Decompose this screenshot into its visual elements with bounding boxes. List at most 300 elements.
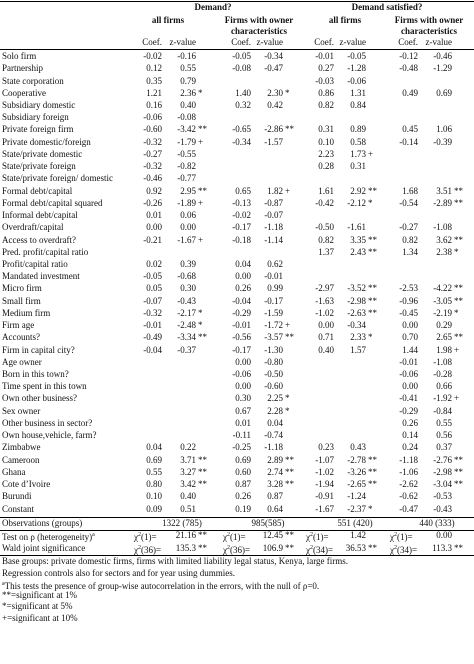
coef-cell: -0.29 bbox=[399, 405, 418, 416]
zvalue-cell: -2.98 bbox=[433, 466, 452, 477]
significance-marker: * bbox=[198, 307, 203, 318]
chi-symbol: χ bbox=[390, 544, 394, 555]
row-label: Private domestic/foreign bbox=[2, 136, 91, 147]
chi-square-stat bbox=[134, 530, 157, 543]
significance-marker: ** bbox=[368, 295, 377, 306]
chi-symbol: χ bbox=[223, 532, 227, 543]
significance-marker: ** bbox=[198, 542, 207, 553]
zvalue-cell: -1.59 bbox=[264, 307, 283, 318]
zvalue-cell: 3.35 bbox=[350, 234, 366, 245]
significance-marker: ** bbox=[285, 454, 294, 465]
coef-cell: 0.23 bbox=[318, 442, 334, 453]
significance-marker: ** bbox=[285, 479, 294, 490]
coef-cell: 0.05 bbox=[146, 283, 162, 294]
zvalue-cell: -3.34 bbox=[177, 332, 196, 343]
chi-symbol: χ bbox=[223, 544, 227, 555]
zvalue-cell: -3.05 bbox=[433, 295, 452, 306]
coef-cell: -2.97 bbox=[315, 283, 334, 294]
row-label: Born in this town? bbox=[2, 369, 69, 379]
chi-superscript: 2 bbox=[310, 544, 313, 551]
coef-cell: 1.34 bbox=[402, 246, 418, 257]
coef-cell: 0.19 bbox=[235, 503, 251, 514]
row-label: Sex owner bbox=[2, 405, 41, 416]
zvalue-cell: 1.31 bbox=[350, 87, 366, 98]
coef-cell: 0.60 bbox=[235, 466, 251, 477]
coef-cell: -0.27 bbox=[399, 222, 418, 233]
zvalue-cell: 2.43 bbox=[350, 246, 366, 257]
footnote-base-groups: Base groups: private domestic firms, firms with limited liability legal status, Kenya, large firms. bbox=[2, 556, 349, 567]
significance-marker: ** bbox=[285, 124, 294, 135]
significance-marker: ** bbox=[285, 332, 294, 343]
significance-marker: * bbox=[285, 87, 290, 98]
zvalue-cell: -2.86 bbox=[264, 124, 283, 135]
zvalue-header: z-value bbox=[339, 37, 366, 47]
significance-marker: ** bbox=[198, 454, 207, 465]
coef-cell: 0.65 bbox=[235, 185, 251, 196]
row-label: Partnership bbox=[2, 63, 43, 74]
zvalue-cell: 0.06 bbox=[180, 210, 196, 220]
significance-marker: ** bbox=[368, 185, 377, 196]
zvalue-cell: -1.18 bbox=[264, 442, 283, 453]
zvalue-header: z-value bbox=[425, 37, 452, 47]
zvalue-cell: -0.53 bbox=[433, 491, 452, 502]
coef-cell: 0.00 bbox=[318, 320, 334, 331]
chi-df: (1)= bbox=[230, 532, 246, 543]
coef-cell: 0.40 bbox=[318, 344, 334, 355]
coef-cell: 1.21 bbox=[146, 87, 162, 98]
zvalue-cell: -0.68 bbox=[177, 271, 196, 282]
zvalue-cell: -2.89 bbox=[433, 197, 452, 208]
header-owner-demand-2: characteristics bbox=[231, 26, 287, 36]
coef-cell: -1.02 bbox=[315, 307, 334, 318]
zvalue-cell: 0.55 bbox=[436, 417, 452, 428]
zvalue-cell: 0.30 bbox=[180, 283, 196, 294]
zvalue-cell: 0.22 bbox=[180, 442, 196, 453]
zvalue-cell: 0.31 bbox=[350, 161, 366, 172]
zvalue-cell: 1.82 bbox=[267, 185, 283, 196]
zvalue-cell: -3.42 bbox=[177, 124, 196, 135]
coef-cell: 0.87 bbox=[235, 479, 251, 490]
zvalue-cell: 0.89 bbox=[350, 124, 366, 135]
zvalue-cell: -1.57 bbox=[264, 136, 283, 147]
header-owner-demand-1: Firms with owner bbox=[224, 15, 294, 25]
zvalue-cell: 3.62 bbox=[436, 234, 452, 245]
zvalue-cell: -0.74 bbox=[264, 430, 283, 441]
zvalue-cell: -0.34 bbox=[347, 320, 366, 331]
coef-cell: -0.60 bbox=[143, 124, 162, 135]
coef-cell: 0.28 bbox=[318, 161, 334, 172]
zvalue-cell: -2.37 bbox=[347, 503, 366, 514]
zvalue-cell: 0.84 bbox=[350, 99, 366, 110]
coef-cell: 0.04 bbox=[146, 442, 162, 453]
row-label: Own house,vehicle, farm? bbox=[2, 430, 97, 441]
wald-label: Wald joint significance bbox=[2, 542, 86, 553]
zvalue-cell: -1.79 bbox=[177, 136, 196, 147]
zvalue-cell: -2.17 bbox=[177, 307, 196, 318]
coef-cell: 0.67 bbox=[235, 405, 251, 416]
coef-cell: -0.41 bbox=[399, 393, 418, 404]
zvalue-cell: -0.60 bbox=[264, 381, 283, 392]
significance-marker: * bbox=[454, 307, 459, 318]
zvalue-cell: 0.99 bbox=[267, 283, 283, 294]
coef-cell: 0.32 bbox=[235, 99, 251, 110]
zvalue-cell: -2.12 bbox=[347, 197, 366, 208]
coef-cell: 1.37 bbox=[318, 246, 334, 257]
significance-marker: * bbox=[368, 503, 373, 514]
significance-marker: ** bbox=[454, 332, 463, 343]
zvalue-cell: -1.92 bbox=[433, 393, 452, 404]
zvalue-cell: 2.38 bbox=[436, 246, 452, 257]
header-owner-satisfied-1: Firms with owner bbox=[394, 15, 464, 25]
coef-cell: -0.01 bbox=[232, 320, 251, 331]
coef-cell: -0.34 bbox=[232, 136, 251, 147]
coef-cell: -0.07 bbox=[143, 295, 162, 306]
row-label: Pred. profit/capital ratio bbox=[2, 246, 89, 257]
header-rule bbox=[0, 49, 474, 50]
observations-value: 1322 (785) bbox=[162, 517, 202, 528]
significance-marker: * bbox=[454, 246, 459, 257]
zvalue-cell: -1.89 bbox=[177, 197, 196, 208]
coef-cell: -1.07 bbox=[315, 454, 334, 465]
chi-value: 113.3 bbox=[432, 542, 452, 553]
zvalue-cell: -1.18 bbox=[264, 222, 283, 233]
row-label: Medium firm bbox=[2, 307, 51, 318]
header-all-firms-demand: all firms bbox=[151, 15, 185, 25]
zvalue-cell: 1.06 bbox=[436, 124, 452, 135]
chi-symbol: χ bbox=[306, 532, 310, 543]
chi-superscript: 2 bbox=[227, 532, 230, 539]
chi-symbol: χ bbox=[306, 544, 310, 555]
coef-cell: 0.49 bbox=[402, 87, 418, 98]
coef-cell: -0.29 bbox=[232, 307, 251, 318]
zvalue-cell: 1.73 bbox=[350, 148, 366, 159]
chi-df: (36)= bbox=[141, 544, 162, 555]
zvalue-cell: -2.63 bbox=[347, 307, 366, 318]
coef-cell: -0.06 bbox=[232, 369, 251, 379]
significance-marker: ** bbox=[454, 542, 463, 553]
observations-value: 985(585) bbox=[251, 517, 285, 528]
significance-marker: * bbox=[368, 197, 373, 208]
chi-square-stat bbox=[223, 530, 246, 543]
footnote-sig-5pct: *=significant at 5% bbox=[2, 601, 73, 612]
zvalue-cell: -2.19 bbox=[433, 307, 452, 318]
zvalue-cell: 0.43 bbox=[350, 442, 366, 453]
row-label: Mandated investment bbox=[2, 271, 80, 282]
coef-cell: 2.23 bbox=[318, 148, 334, 159]
zvalue-cell: 3.42 bbox=[180, 479, 196, 490]
coef-cell: -0.25 bbox=[232, 442, 251, 453]
coef-cell: 0.01 bbox=[235, 417, 251, 428]
zvalue-cell: 2.36 bbox=[180, 87, 196, 98]
zvalue-cell: -0.39 bbox=[433, 136, 452, 147]
observations-label: Observations (groups) bbox=[2, 517, 83, 528]
coef-header: Coef. bbox=[142, 37, 162, 47]
zvalue-cell: -0.17 bbox=[264, 295, 283, 306]
significance-marker: ** bbox=[454, 466, 463, 477]
zvalue-cell: 1.57 bbox=[350, 344, 366, 355]
row-label: Access to overdraft? bbox=[2, 234, 76, 245]
coef-cell: -0.05 bbox=[143, 271, 162, 282]
coef-cell: 0.26 bbox=[235, 491, 251, 502]
zvalue-cell: 0.62 bbox=[267, 258, 283, 269]
coef-cell: -0.96 bbox=[399, 295, 418, 306]
rho-test-text: Test on ρ (heterogeneity) bbox=[2, 532, 93, 543]
row-label: Zimbabwe bbox=[2, 442, 41, 453]
zvalue-cell: -1.61 bbox=[347, 222, 366, 233]
zvalue-cell: -0.46 bbox=[433, 51, 452, 61]
significance-marker: ** bbox=[368, 307, 377, 318]
coef-cell: -0.45 bbox=[399, 307, 418, 318]
zvalue-header: z-value bbox=[256, 37, 283, 47]
zvalue-cell: 3.28 bbox=[267, 479, 283, 490]
zvalue-cell: -1.08 bbox=[433, 356, 452, 367]
significance-marker: + bbox=[198, 234, 204, 245]
coef-cell: -0.01 bbox=[399, 356, 418, 367]
row-label: Time spent in this town bbox=[2, 381, 87, 392]
zvalue-cell: -2.65 bbox=[347, 479, 366, 490]
coef-cell: -0.32 bbox=[143, 307, 162, 318]
row-label: State/private foreign bbox=[2, 161, 76, 172]
significance-marker: * bbox=[285, 393, 290, 404]
coef-cell: 0.00 bbox=[235, 381, 251, 392]
coef-cell: 0.69 bbox=[146, 454, 162, 465]
row-label: Firm age bbox=[2, 320, 35, 331]
coef-cell: 0.00 bbox=[235, 356, 251, 367]
zvalue-cell: -2.48 bbox=[177, 320, 196, 331]
row-label: Profit/capital ratio bbox=[2, 258, 68, 269]
coef-cell: -0.04 bbox=[143, 344, 162, 355]
significance-marker: ** bbox=[368, 283, 377, 294]
row-label: Small firm bbox=[2, 295, 41, 306]
coef-header: Coef. bbox=[314, 37, 334, 47]
coef-cell: -0.03 bbox=[315, 75, 334, 86]
coef-cell: -0.08 bbox=[232, 63, 251, 74]
zvalue-cell: 2.74 bbox=[267, 466, 283, 477]
significance-marker: ** bbox=[454, 283, 463, 294]
coef-cell: -2.62 bbox=[399, 479, 418, 490]
significance-marker: + bbox=[454, 393, 460, 404]
chi-df: (1)= bbox=[141, 532, 157, 543]
coef-header: Coef. bbox=[231, 37, 251, 47]
header-demand-satisfied: Demand satisfied? bbox=[351, 2, 423, 12]
significance-marker: + bbox=[368, 148, 374, 159]
zvalue-cell: -0.43 bbox=[177, 295, 196, 306]
coef-cell: -1.18 bbox=[399, 454, 418, 465]
observations-value: 440 (333) bbox=[419, 517, 455, 528]
coef-cell: -0.91 bbox=[315, 491, 334, 502]
coef-cell: -0.54 bbox=[399, 197, 418, 208]
coef-cell: 0.10 bbox=[146, 491, 162, 502]
row-label: Subsidiary foreign bbox=[2, 112, 69, 123]
zvalue-cell: -1.29 bbox=[433, 63, 452, 74]
coef-cell: -0.47 bbox=[399, 503, 418, 514]
coef-cell: -0.32 bbox=[143, 136, 162, 147]
significance-marker: ** bbox=[454, 234, 463, 245]
footnote-autocorrelation-text: This tests the presence of group-wise autocorrelation in the errors, with the null of ρ=0. bbox=[4, 580, 320, 591]
chi-value: 21.16 bbox=[175, 530, 196, 541]
zvalue-cell: 0.79 bbox=[180, 75, 196, 86]
row-label: Private foreign firm bbox=[2, 124, 74, 135]
row-label: Formal debt/capital squared bbox=[2, 197, 103, 208]
row-label: Formal debt/capital bbox=[2, 185, 73, 196]
coef-cell: -0.02 bbox=[232, 210, 251, 220]
chi-symbol: χ bbox=[390, 532, 394, 543]
coef-cell: 0.09 bbox=[146, 503, 162, 514]
zvalue-cell: 0.04 bbox=[267, 417, 283, 428]
coef-cell: -0.56 bbox=[232, 332, 251, 343]
coef-cell: -0.62 bbox=[399, 491, 418, 502]
chi-df: (36)= bbox=[230, 544, 251, 555]
zvalue-cell: 0.39 bbox=[180, 258, 196, 269]
row-label: Subsidiary domestic bbox=[2, 99, 76, 110]
coef-header: Coef. bbox=[398, 37, 418, 47]
zvalue-cell: 0.58 bbox=[350, 136, 366, 147]
significance-marker: + bbox=[198, 197, 204, 208]
chi-value: 12.45 bbox=[262, 530, 283, 541]
coef-cell: -0.14 bbox=[399, 136, 418, 147]
zvalue-cell: 0.37 bbox=[436, 442, 452, 453]
zvalue-cell: -2.76 bbox=[433, 454, 452, 465]
zvalue-cell: -1.30 bbox=[264, 344, 283, 355]
coef-cell: 0.82 bbox=[402, 234, 418, 245]
zvalue-cell: -0.80 bbox=[264, 356, 283, 367]
footnote-controls: Regression controls also for sectors and for year using dummies. bbox=[2, 567, 235, 578]
coef-cell: 1.68 bbox=[402, 185, 418, 196]
coef-cell: 1.40 bbox=[235, 87, 251, 98]
significance-marker: + bbox=[454, 344, 460, 355]
zvalue-cell: 0.40 bbox=[180, 99, 196, 110]
significance-marker: * bbox=[198, 320, 203, 331]
significance-marker: + bbox=[198, 136, 204, 147]
row-label: Solo firm bbox=[2, 51, 37, 61]
zvalue-cell: 0.42 bbox=[267, 99, 283, 110]
coef-cell: 0.82 bbox=[318, 99, 334, 110]
coef-cell: -0.01 bbox=[315, 51, 334, 61]
chi-superscript: 2 bbox=[394, 544, 397, 551]
chi-square-stat bbox=[306, 530, 329, 543]
zvalue-cell: -0.43 bbox=[433, 503, 452, 514]
significance-marker: * bbox=[198, 87, 203, 98]
significance-marker: + bbox=[285, 320, 291, 331]
coef-cell: 1.61 bbox=[318, 185, 334, 196]
coef-cell: 0.10 bbox=[318, 136, 334, 147]
zvalue-cell: -0.37 bbox=[177, 344, 196, 355]
chi-value: 36.53 bbox=[345, 542, 366, 553]
footnote-sig-10pct: +=significant at 10% bbox=[2, 612, 78, 623]
zvalue-cell: -0.08 bbox=[177, 112, 196, 123]
chi-value: 1.42 bbox=[350, 530, 366, 541]
row-label: Other business in sector? bbox=[2, 417, 93, 428]
row-label: Cameroon bbox=[2, 454, 40, 465]
rho-test-superscript: a bbox=[92, 532, 95, 539]
zvalue-cell: 2.92 bbox=[350, 185, 366, 196]
header-owner-satisfied-2: characteristics bbox=[401, 26, 457, 36]
coef-cell: -0.17 bbox=[232, 222, 251, 233]
row-label: Own other business? bbox=[2, 393, 77, 404]
significance-marker: ** bbox=[198, 185, 207, 196]
coef-cell: -0.26 bbox=[143, 197, 162, 208]
row-label: Burundi bbox=[2, 491, 32, 502]
coef-cell: -0.65 bbox=[232, 124, 251, 135]
significance-marker: ** bbox=[285, 530, 294, 541]
coef-cell: -0.12 bbox=[399, 51, 418, 61]
header-demand: Demand? bbox=[194, 2, 232, 12]
zvalue-cell: -1.67 bbox=[177, 234, 196, 245]
zvalue-cell: 0.66 bbox=[436, 381, 452, 392]
zvalue-cell: -4.22 bbox=[433, 283, 452, 294]
row-label: Informal debt/capital bbox=[2, 210, 78, 220]
coef-cell: 0.86 bbox=[318, 87, 334, 98]
coef-cell: -0.48 bbox=[399, 63, 418, 74]
coef-cell: 0.01 bbox=[146, 210, 162, 220]
chi-superscript: 2 bbox=[310, 532, 313, 539]
significance-marker: + bbox=[285, 185, 291, 196]
row-label: Ghana bbox=[2, 466, 26, 477]
coef-cell: 0.14 bbox=[402, 430, 418, 441]
significance-marker: ** bbox=[368, 234, 377, 245]
coef-cell: 0.80 bbox=[146, 479, 162, 490]
chi-value: 106.9 bbox=[262, 542, 283, 553]
coef-cell: -0.13 bbox=[232, 197, 251, 208]
coef-cell: 0.24 bbox=[402, 442, 418, 453]
coef-cell: -0.06 bbox=[399, 369, 418, 379]
row-label: State corporation bbox=[2, 75, 64, 86]
footnote-superscript: a bbox=[2, 580, 5, 587]
coef-cell: -0.05 bbox=[232, 51, 251, 61]
row-label: Constant bbox=[2, 503, 35, 514]
zvalue-cell: -3.52 bbox=[347, 283, 366, 294]
zvalue-cell: 0.64 bbox=[267, 503, 283, 514]
coef-cell: 0.02 bbox=[146, 258, 162, 269]
coef-cell: 0.82 bbox=[318, 234, 334, 245]
chi-df: (1)= bbox=[313, 532, 329, 543]
coef-cell: -0.04 bbox=[232, 295, 251, 306]
zvalue-cell: -2.78 bbox=[347, 454, 366, 465]
chi-superscript: 2 bbox=[394, 532, 397, 539]
chi-df: (1)= bbox=[397, 532, 413, 543]
significance-marker: * bbox=[368, 332, 373, 343]
row-label: Micro firm bbox=[2, 283, 42, 294]
significance-marker: ** bbox=[368, 479, 377, 490]
coef-cell: -0.32 bbox=[143, 161, 162, 172]
coef-cell: 0.55 bbox=[146, 466, 162, 477]
coef-cell: 0.00 bbox=[402, 381, 418, 392]
zvalue-cell: -0.34 bbox=[264, 51, 283, 61]
zvalue-cell: -2.98 bbox=[347, 295, 366, 306]
coef-cell: 0.69 bbox=[235, 454, 251, 465]
zvalue-cell: -1.08 bbox=[433, 222, 452, 233]
zvalue-cell: 3.51 bbox=[436, 185, 452, 196]
significance-marker: ** bbox=[368, 542, 377, 553]
row-label: Age owner bbox=[2, 356, 42, 367]
zvalue-cell: 0.55 bbox=[180, 63, 196, 74]
header-all-firms-satisfied: all firms bbox=[328, 15, 362, 25]
chi-superscript: 2 bbox=[138, 532, 141, 539]
row-label: Firm in capital city? bbox=[2, 344, 75, 355]
zvalue-cell: -0.06 bbox=[347, 75, 366, 86]
coef-cell: -2.53 bbox=[399, 283, 418, 294]
significance-marker: * bbox=[285, 405, 290, 416]
coef-cell: -1.94 bbox=[315, 479, 334, 490]
coef-cell: 0.26 bbox=[402, 417, 418, 428]
chi-symbol: χ bbox=[134, 544, 138, 555]
coef-cell: -0.18 bbox=[232, 234, 251, 245]
coef-cell: 0.00 bbox=[235, 271, 251, 282]
coef-cell: -0.50 bbox=[315, 222, 334, 233]
coef-cell: -0.49 bbox=[143, 332, 162, 343]
significance-marker: ** bbox=[454, 197, 463, 208]
significance-marker: ** bbox=[368, 246, 377, 257]
